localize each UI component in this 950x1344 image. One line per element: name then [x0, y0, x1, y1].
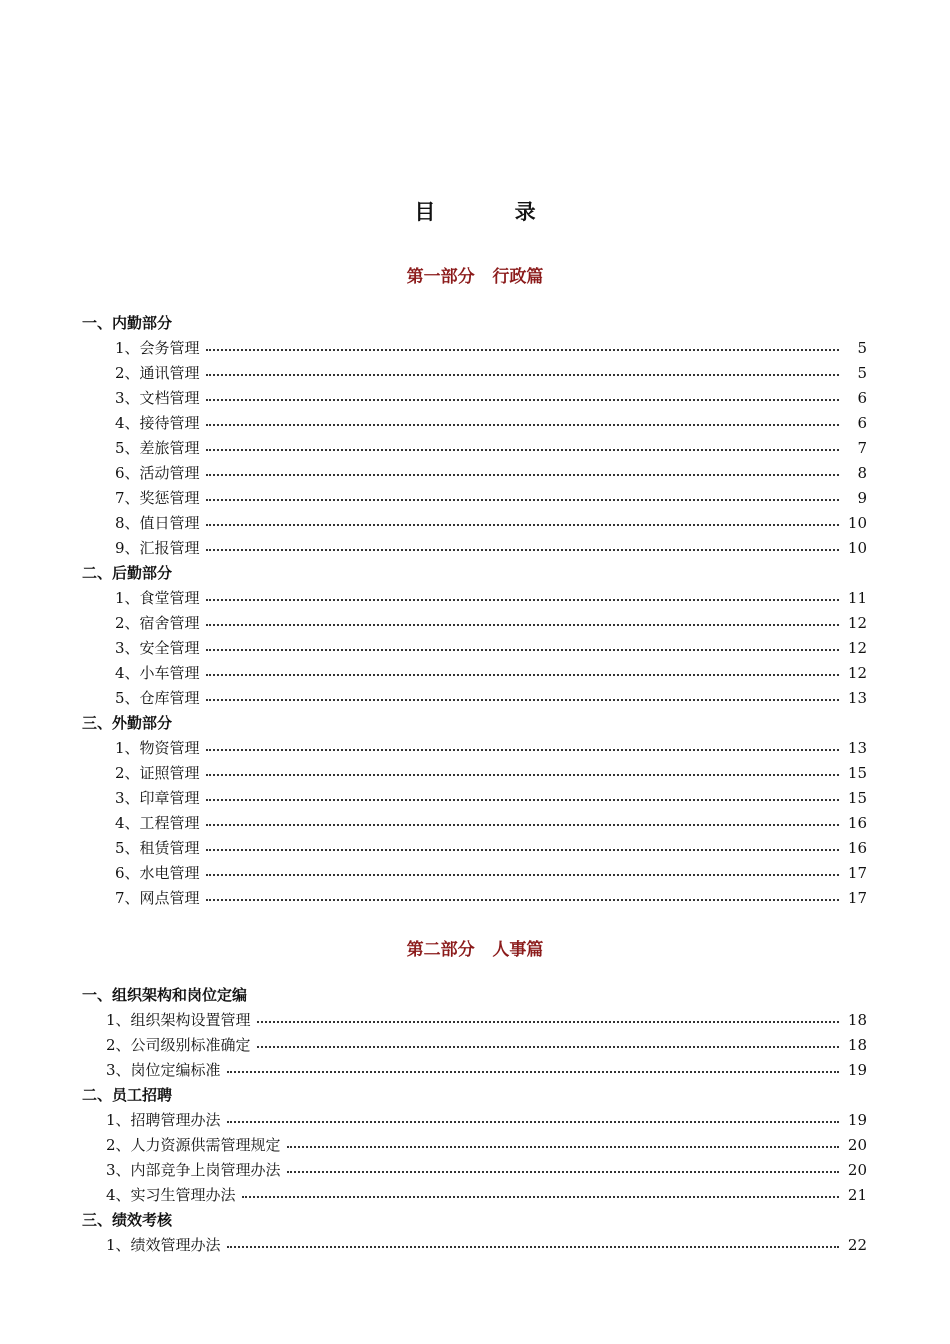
toc-entry-page-number: 20: [847, 1136, 867, 1154]
toc-entry[interactable]: [82, 636, 867, 661]
toc-entry-page-number: 10: [847, 539, 867, 557]
toc-entry-label: 1、绩效管理办法: [106, 1236, 221, 1254]
toc-entry[interactable]: [82, 811, 867, 836]
toc-entry-page-number: 11: [847, 589, 867, 607]
dot-leader: [206, 824, 839, 826]
toc-entry[interactable]: [82, 536, 867, 561]
toc-entry[interactable]: [82, 411, 867, 436]
toc-entry-label: 2、宿舍管理: [115, 614, 200, 632]
toc-entry[interactable]: [82, 361, 867, 386]
toc-entry-label: 1、招聘管理办法: [106, 1111, 221, 1129]
dot-leader: [206, 649, 839, 651]
dot-leader: [242, 1196, 839, 1198]
toc-entry[interactable]: [82, 1033, 867, 1058]
toc-entry-page-number: 19: [847, 1061, 867, 1079]
dot-leader: [206, 449, 839, 451]
toc-entry-page-number: 19: [847, 1111, 867, 1129]
toc-entry[interactable]: [82, 511, 867, 536]
section-heading: 一、内勤部分: [82, 314, 173, 332]
toc-entry-label: 4、小车管理: [115, 664, 200, 682]
toc-entry-label: 2、人力资源供需管理规定: [106, 1136, 281, 1154]
toc-entry[interactable]: [82, 661, 867, 686]
toc-entry-page-number: 13: [847, 739, 867, 757]
dot-leader: [206, 474, 839, 476]
dot-leader: [257, 1046, 839, 1048]
toc-entry[interactable]: [82, 736, 867, 761]
section-heading: 三、外勤部分: [82, 714, 173, 732]
toc-entry-label: 4、工程管理: [115, 814, 200, 832]
dot-leader: [287, 1146, 839, 1148]
toc-entry[interactable]: [82, 786, 867, 811]
toc-entry-page-number: 6: [857, 414, 867, 432]
dot-leader: [206, 749, 839, 751]
dot-leader: [206, 599, 839, 601]
toc-entry-page-number: 15: [847, 764, 867, 782]
section-heading: 二、后勤部分: [82, 564, 173, 582]
toc-entry-page-number: 18: [847, 1036, 867, 1054]
toc-entry[interactable]: [82, 486, 867, 511]
toc-entry-label: 3、文档管理: [115, 389, 200, 407]
dot-leader: [206, 374, 839, 376]
toc-entry[interactable]: [82, 1158, 867, 1183]
toc-entry[interactable]: [82, 436, 867, 461]
toc-entry-label: 5、差旅管理: [115, 439, 200, 457]
toc-entry-page-number: 7: [857, 439, 867, 457]
toc-entry[interactable]: [82, 761, 867, 786]
toc-entry[interactable]: [82, 686, 867, 711]
toc-entry-page-number: 21: [847, 1186, 867, 1204]
toc-entry[interactable]: [82, 1133, 867, 1158]
toc-entry[interactable]: [82, 836, 867, 861]
toc-entry[interactable]: [82, 586, 867, 611]
toc-entry-label: 2、公司级别标准确定: [106, 1036, 251, 1054]
toc-entry-label: 6、水电管理: [115, 864, 200, 882]
toc-entry-page-number: 5: [857, 339, 867, 357]
toc-entry-label: 5、仓库管理: [115, 689, 200, 707]
toc-entry-label: 3、岗位定编标准: [106, 1061, 221, 1079]
toc-entry-label: 7、奖惩管理: [115, 489, 200, 507]
toc-entry-label: 3、内部竞争上岗管理办法: [106, 1161, 281, 1179]
section-heading: 三、绩效考核: [82, 1211, 173, 1229]
toc-entry-label: 3、安全管理: [115, 639, 200, 657]
dot-leader: [206, 499, 839, 501]
toc-entry-label: 2、证照管理: [115, 764, 200, 782]
toc-entry-page-number: 16: [847, 839, 867, 857]
dot-leader: [227, 1071, 839, 1073]
toc-entry-label: 4、实习生管理办法: [106, 1186, 236, 1204]
toc-entry-page-number: 12: [847, 664, 867, 682]
toc-entry-label: 1、会务管理: [115, 339, 200, 357]
page-title: 目 录: [414, 200, 572, 224]
toc-entry-page-number: 13: [847, 689, 867, 707]
part-heading-personnel: 第二部分 人事篇: [406, 940, 544, 960]
toc-entry-label: 1、物资管理: [115, 739, 200, 757]
toc-entry[interactable]: [82, 611, 867, 636]
dot-leader: [206, 699, 839, 701]
dot-leader: [206, 874, 839, 876]
toc-entry[interactable]: [82, 861, 867, 886]
toc-entry-page-number: 9: [857, 489, 867, 507]
toc-entry-page-number: 16: [847, 814, 867, 832]
dot-leader: [206, 799, 839, 801]
toc-entry-label: 9、汇报管理: [115, 539, 200, 557]
toc-entry[interactable]: [82, 1233, 867, 1258]
toc-entry-page-number: 18: [847, 1011, 867, 1029]
toc-list-administration: [82, 311, 867, 911]
toc-entry-page-number: 12: [847, 614, 867, 632]
toc-entry-label: 1、组织架构设置管理: [106, 1011, 251, 1029]
toc-entry[interactable]: [82, 1183, 867, 1208]
toc-list-personnel: [82, 983, 867, 1258]
part-heading-administration: 第一部分 行政篇: [406, 267, 544, 287]
toc-entry[interactable]: [82, 1108, 867, 1133]
toc-entry-page-number: 15: [847, 789, 867, 807]
toc-entry-page-number: 17: [847, 864, 867, 882]
toc-entry-label: 6、活动管理: [115, 464, 200, 482]
dot-leader: [257, 1021, 839, 1023]
section-heading: 一、组织架构和岗位定编: [82, 986, 248, 1004]
dot-leader: [206, 524, 839, 526]
toc-entry-page-number: 22: [847, 1236, 867, 1254]
toc-entry-label: 4、接待管理: [115, 414, 200, 432]
dot-leader: [206, 624, 839, 626]
toc-entry-page-number: 6: [857, 389, 867, 407]
dot-leader: [206, 849, 839, 851]
toc-entry-page-number: 12: [847, 639, 867, 657]
toc-entry[interactable]: [82, 336, 867, 361]
dot-leader: [206, 424, 839, 426]
toc-entry-label: 2、通讯管理: [115, 364, 200, 382]
section-heading: 二、员工招聘: [82, 1086, 173, 1104]
toc-entry-page-number: 17: [847, 889, 867, 907]
dot-leader: [227, 1246, 839, 1248]
toc-entry[interactable]: [82, 1008, 867, 1033]
dot-leader: [206, 674, 839, 676]
dot-leader: [206, 899, 839, 901]
toc-entry-label: 5、租赁管理: [115, 839, 200, 857]
toc-entry[interactable]: [82, 1058, 867, 1083]
dot-leader: [206, 399, 839, 401]
toc-entry[interactable]: [82, 461, 867, 486]
toc-entry-page-number: 8: [857, 464, 867, 482]
toc-entry-label: 1、食堂管理: [115, 589, 200, 607]
dot-leader: [287, 1171, 839, 1173]
toc-entry[interactable]: [82, 386, 867, 411]
dot-leader: [206, 774, 839, 776]
dot-leader: [206, 549, 839, 551]
toc-entry-page-number: 10: [847, 514, 867, 532]
toc-entry-label: 8、值日管理: [115, 514, 200, 532]
toc-entry-label: 7、网点管理: [115, 889, 200, 907]
dot-leader: [206, 349, 839, 351]
toc-entry-page-number: 5: [857, 364, 867, 382]
toc-entry-page-number: 20: [847, 1161, 867, 1179]
toc-entry-label: 3、印章管理: [115, 789, 200, 807]
toc-entry[interactable]: [82, 886, 867, 911]
dot-leader: [227, 1121, 839, 1123]
